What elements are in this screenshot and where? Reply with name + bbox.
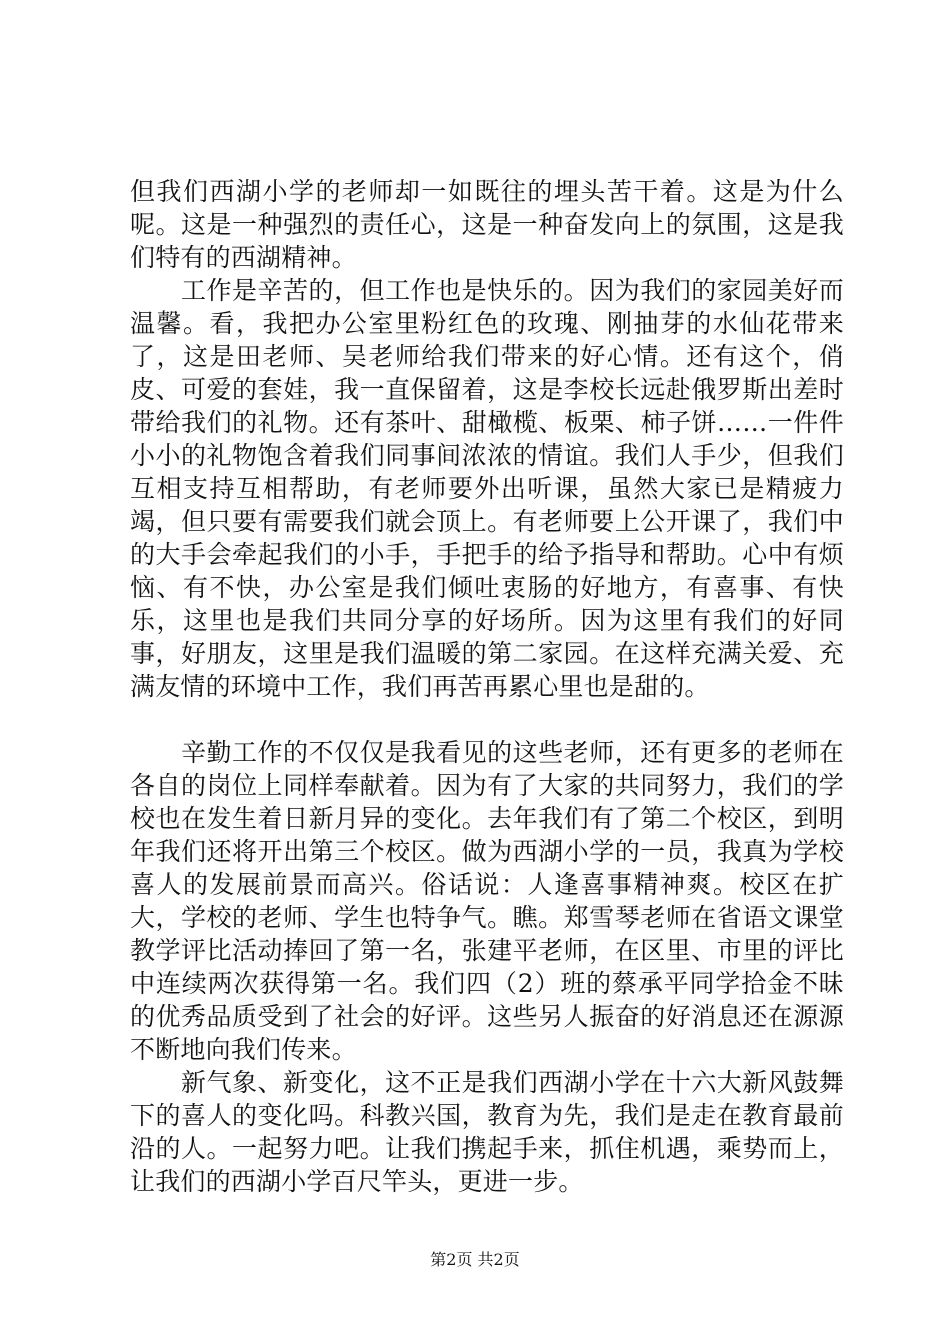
paragraph-4: 新气象、新变化，这不正是我们西湖小学在十六大新风鼓舞下的喜人的变化吗。科教兴国，教育为先，我们是走在教育最前沿的人。一起努力吧。让我们携起手来，抓住机遇，乘势而上，让我们的西湖小学百尺竿头，更进一步。 xyxy=(130,1068,844,1196)
paragraph-3: 辛勤工作的不仅仅是我看见的这些老师，还有更多的老师在各自的岗位上同样奉献着。因为有了大家的共同努力，我们的学校也在发生着日新月异的变化。去年我们有了第二个校区，到明年我们还将开出第三个校区。做为西湖小学的一员，我真为学校喜人的发展前景而高兴。俗话说：人逢喜事精神爽。校区在扩大，学校的老师、学生也特争气。瞧。郑雪琴老师在省语文课堂教学评比活动捧回了第一名，张建平老师，在区里、市里的评比中连续两次获得第一名。我们四（2）班的蔡承平同学拾金不昧的优秀品质受到了社会的好评。这些另人振奋的好消息还在源源不断地向我们传来。 xyxy=(130,738,844,1064)
paragraph-1: 但我们西湖小学的老师却一如既往的埋头苦干着。这是为什么呢。这是一种强烈的责任心，这是一种奋发向上的氛围，这是我们特有的西湖精神。 xyxy=(130,177,844,272)
document-body xyxy=(130,175,844,1198)
paragraph-2: 工作是辛苦的，但工作也是快乐的。因为我们的家园美好而温馨。看，我把办公室里粉红色的玫瑰、刚抽芽的水仙花带来了，这是田老师、吴老师给我们带来的好心情。还有这个，俏皮、可爱的套娃，我一直保留着，这是李校长远赴俄罗斯出差时带给我们的礼物。还有茶叶、甜橄榄、板栗、柿子饼……一件件小小的礼物饱含着我们同事间浓浓的情谊。我们人手少，但我们互相支持互相帮助，有老师要外出听课，虽然大家已是精疲力竭，但只要有需要我们就会顶上。有老师要上公开课了，我们中的大手会牵起我们的小手，手把手的给予指导和帮助。心中有烦恼、有不快，办公室是我们倾吐衷肠的好地方，有喜事、有快乐，这里也是我们共同分享的好场所。因为这里有我们的好同事，好朋友，这里是我们温暖的第二家园。在这样充满关爱、充满友情的环境中工作，我们再苦再累心里也是甜的。 xyxy=(130,276,844,701)
page-footer: 第2页 共2页 xyxy=(430,1250,520,1269)
